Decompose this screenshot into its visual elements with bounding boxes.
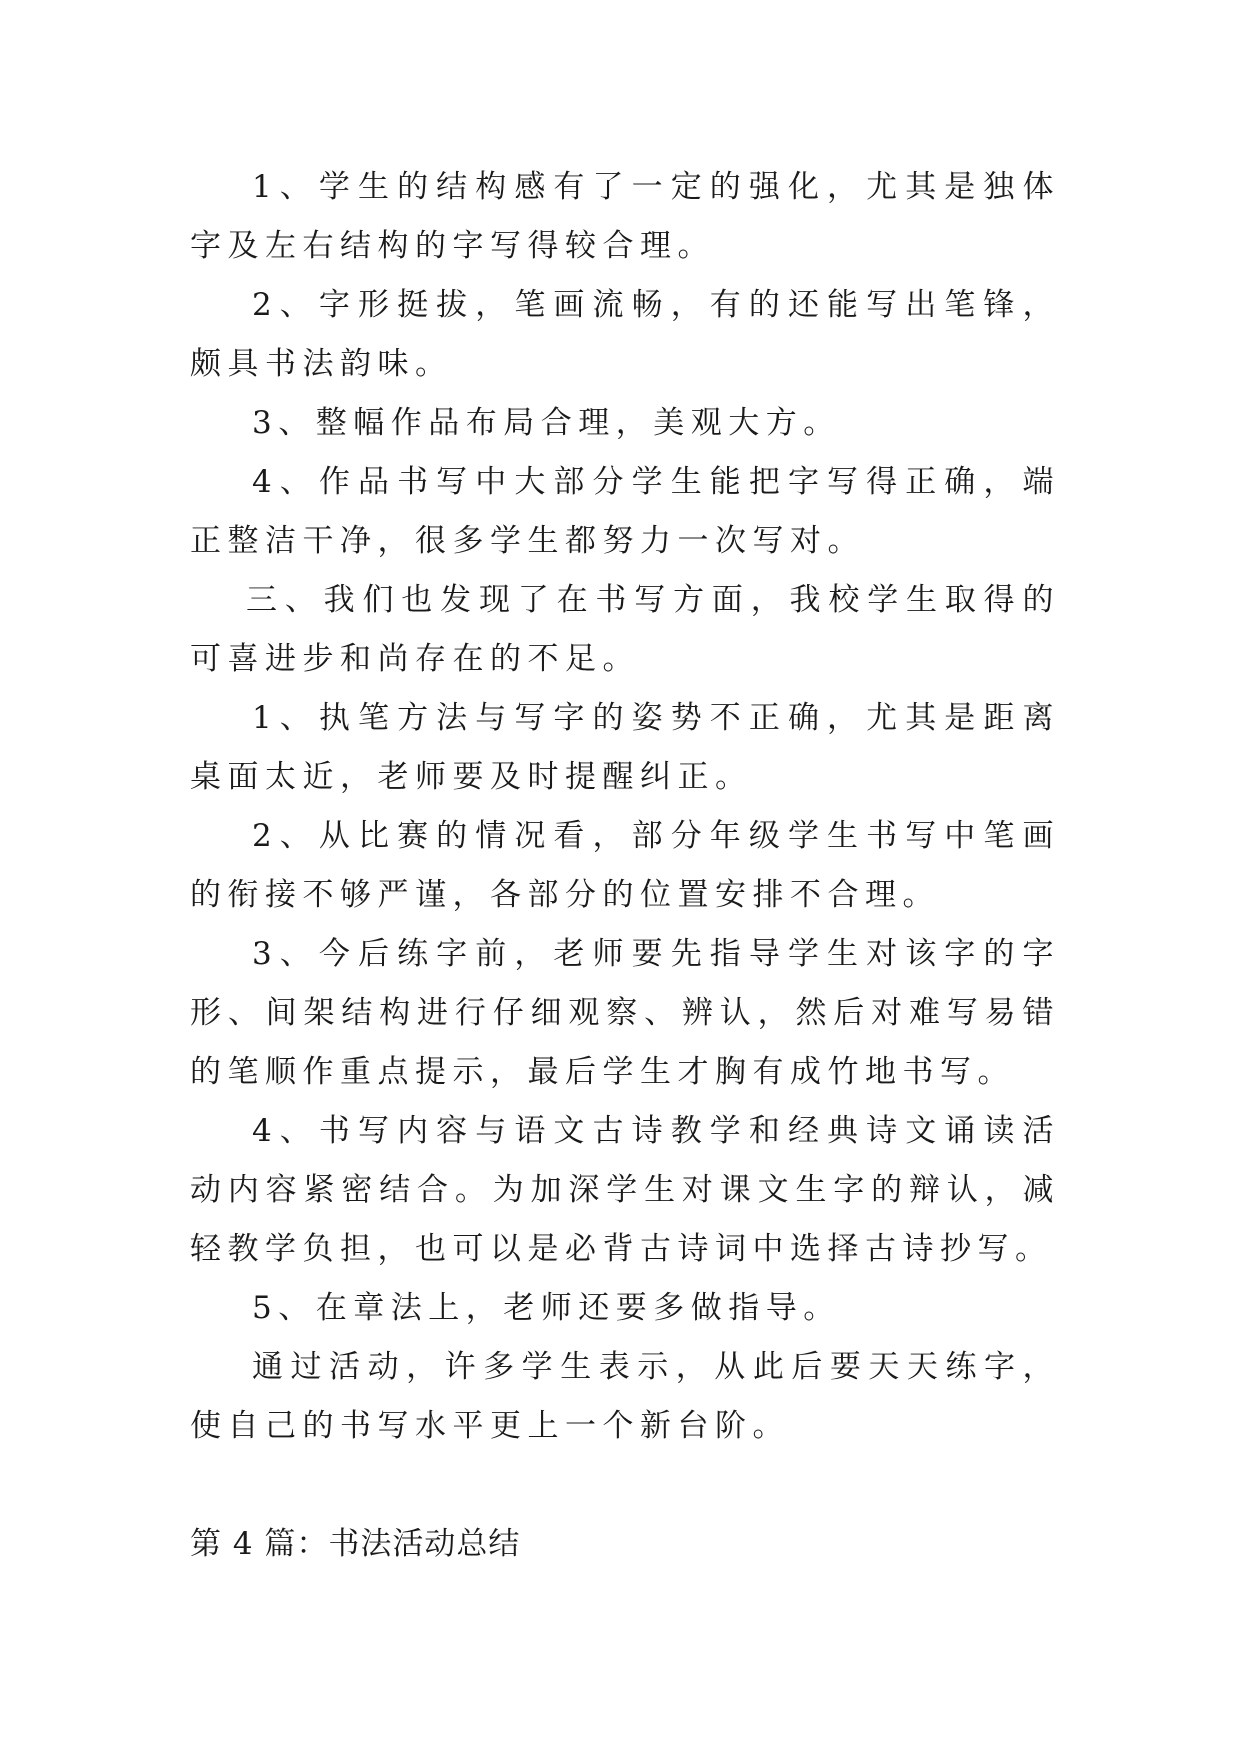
- paragraph-conclusion: 通过活动，许多学生表示，从此后要天天练字，使自己的书写水平更上一个新台阶。: [190, 1349, 1060, 1444]
- paragraph-content-integration: 4、书写内容与语文古诗教学和经典诗文诵读活动内容紧密结合。为加深学生对课文生字的辩认，减轻教学负担，也可以是必背古诗词中选择古诗抄写。: [190, 1113, 1060, 1267]
- section-heading: 第 4 篇：书法活动总结: [190, 1526, 521, 1562]
- document-body: [190, 158, 1060, 1574]
- paragraph-composition: 5、在章法上，老师还要多做指导。: [252, 1290, 841, 1326]
- paragraph-structure-sense: 1、学生的结构感有了一定的强化，尤其是独体字及左右结构的字写得较合理。: [190, 169, 1060, 264]
- paragraph-layout: 3、整幅作品布局合理，美观大方。: [252, 405, 841, 441]
- paragraph-stroke-connection: 2、从比赛的情况看，部分年级学生书写中笔画的衔接不够严谨，各部分的位置安排不合理。: [190, 818, 1060, 913]
- paragraph-section-three: 三、我们也发现了在书写方面，我校学生取得的可喜进步和尚存在的不足。: [190, 582, 1060, 677]
- paragraph-observation: 3、今后练字前，老师要先指导学生对该字的字形、间架结构进行仔细观察、辨认，然后对难写易错的笔顺作重点提示，最后学生才胸有成竹地书写。: [190, 936, 1060, 1090]
- paragraph-glyph-shape: 2、字形挺拔，笔画流畅，有的还能写出笔锋，颇具书法韵味。: [190, 287, 1060, 382]
- paragraph-posture: 1、执笔方法与写字的姿势不正确，尤其是距离桌面太近，老师要及时提醒纠正。: [190, 700, 1060, 795]
- paragraph-correct-writing: 4、作品书写中大部分学生能把字写得正确，端正整洁干净，很多学生都努力一次写对。: [190, 464, 1060, 559]
